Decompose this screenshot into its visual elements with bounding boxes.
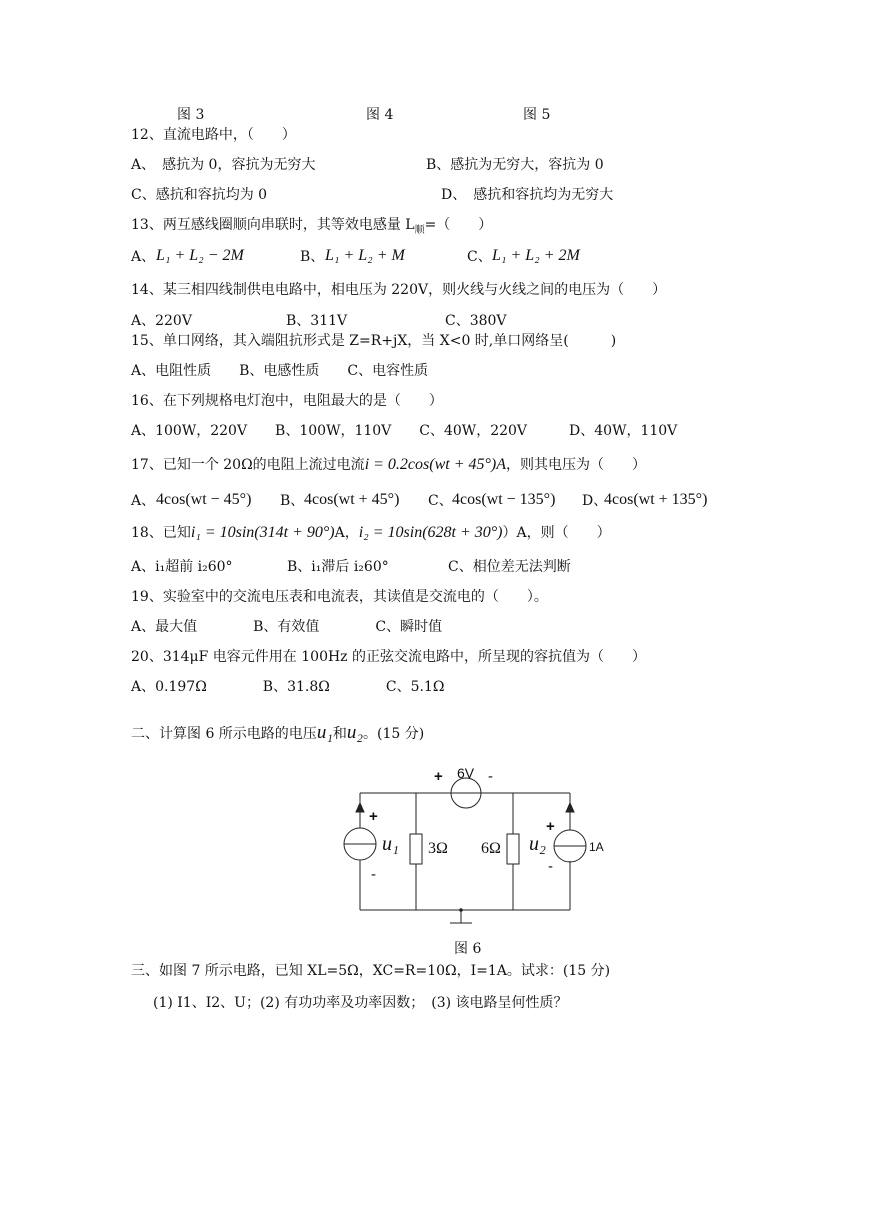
q14-option-c: C、380V [445, 313, 507, 329]
q19-options: A、最大值 B、有效值 C、瞬时值 [131, 619, 443, 635]
question-12: 12、直流电路中，（ ） [131, 127, 296, 143]
q18-i2-expr: i₂ = 10sin(628t + 30°) [358, 524, 503, 541]
question-13 [131, 216, 492, 240]
resistor-6-ohm [507, 834, 519, 864]
question-19: 19、实验室中的交流电压表和电流表，其读值是交流电的（ ）。 [131, 589, 548, 605]
q12-option-d: D、 感抗和容抗均为无穷大 [441, 187, 614, 203]
figure-6-caption: 图 6 [454, 941, 482, 957]
question-17 [131, 456, 646, 474]
q16-options: A、100W，220V B、100W，110V C、40W，220V D、40W，110V [131, 423, 678, 439]
vs-plus-label: + [434, 768, 443, 785]
ground-node [460, 909, 463, 912]
part-2-heading [131, 722, 424, 745]
vs-minus-label: - [488, 768, 493, 785]
question-18 [131, 524, 611, 542]
q18-stem-end: ）A，则（ ） [502, 525, 611, 541]
part2-text-start: 二、计算图 6 所示电路的电压 [131, 726, 317, 742]
q17-option-c-prefix: C、 [428, 493, 453, 509]
q13-stem: 13、两互感线圈顺向串联时，其等效电感量 L [131, 217, 415, 233]
q13-option-a-expr: L₁ + L₂ − 2M [156, 247, 244, 264]
q17-stem-start: 17、已知一个 20Ω的电阻上流过电流 [131, 457, 365, 473]
part-3-heading: 三、如图 7 所示电路，已知 XL=5Ω，XC=R=10Ω，I=1A。试求：(15 分) [131, 963, 611, 979]
question-15: 15、单口网络，其入端阻抗形式是 Z=R+jX，当 X<0 时,单口网络呈( ) [131, 333, 617, 349]
q13-option-b-prefix: B、 [300, 249, 325, 265]
part2-u1: u₁ [316, 722, 333, 743]
q17-option-a-prefix: A、 [131, 493, 156, 509]
q17-option-a-expr: 4cos(wt − 45°) [156, 491, 252, 508]
q14-option-a: A、220V [131, 313, 192, 329]
q13-option-b-expr: L₁ + L₂ + M [325, 247, 405, 264]
question-20: 20、314μF 电容元件用在 100Hz 的正弦交流电路中，所呈现的容抗值为（ ） [131, 649, 647, 665]
left-plus-label: + [369, 808, 378, 825]
q13-option-a-prefix: A、 [131, 249, 156, 265]
q18-option-c: C、相位差无法判断 [448, 559, 571, 575]
figure-label-5: 图 5 [523, 107, 551, 123]
q20-options: A、0.197Ω B、31.8Ω C、5.1Ω [131, 679, 445, 695]
q17-option-c-expr: 4cos(wt − 135°) [452, 491, 556, 508]
q12-option-b: B、感抗为无穷大，容抗为 0 [426, 157, 604, 173]
arrow-up-left-icon [356, 803, 364, 812]
q18-stem-start: 18、已知 [131, 525, 191, 541]
right-plus-label: + [546, 818, 555, 835]
u2-label: u₂ [529, 833, 546, 855]
part2-u2: u₂ [346, 722, 364, 743]
q18-option-b: B、i₁滞后 i₂60° [287, 559, 389, 575]
current-source-label: 1A [589, 840, 604, 854]
q13-stem-end: =（ ） [424, 217, 493, 233]
circuit-diagram-figure-6 [320, 760, 620, 940]
question-16: 16、在下列规格电灯泡中，电阻最大的是（ ） [131, 393, 443, 409]
q18-mid: A， [334, 525, 359, 541]
part-3-subquestions: (1) I1、I2、U；(2) 有功功率及功率因数； (3) 该电路呈何性质？ [153, 995, 568, 1011]
q13-stem-sub: 顺 [414, 224, 425, 236]
q17-stem-end: ，则其电压为（ ） [506, 457, 646, 473]
r2-label: 6Ω [481, 840, 501, 857]
q18-option-a: A、i₁超前 i₂60° [131, 559, 233, 575]
q17-option-d-prefix: D、 [582, 493, 608, 509]
q17-stem-expr: i = 0.2cos(wt + 45°)A [364, 456, 506, 473]
figure-label-4: 图 4 [366, 107, 394, 123]
vs-value-label: 6V [457, 765, 475, 781]
part2-text-end: 。(15 分) [363, 726, 425, 742]
q12-option-c: C、感抗和容抗均为 0 [131, 187, 268, 203]
figure-label-3: 图 3 [177, 107, 205, 123]
right-minus-label: - [548, 858, 553, 875]
question-14: 14、某三相四线制供电电路中，相电压为 220V，则火线与火线之间的电压为（ ） [131, 282, 667, 298]
q13-option-c-expr: L₁ + L₂ + 2M [492, 247, 580, 264]
left-minus-label: - [371, 866, 376, 883]
q13-option-c-prefix: C、 [467, 249, 492, 265]
q12-option-a: A、 感抗为 0，容抗为无穷大 [131, 157, 316, 173]
q17-option-b-prefix: B、 [280, 493, 305, 509]
arrow-up-right-icon [566, 803, 574, 812]
r1-label: 3Ω [428, 840, 448, 857]
q18-i1-expr: i₁ = 10sin(314t + 90°) [190, 524, 335, 541]
u1-label: u₁ [382, 833, 399, 855]
q17-option-d-expr: 4cos(wt + 135°) [604, 491, 708, 508]
resistor-3-ohm [410, 834, 422, 864]
part2-and: 和 [332, 726, 347, 742]
q15-options: A、电阻性质 B、电感性质 C、电容性质 [131, 363, 429, 379]
q17-option-b-expr: 4cos(wt + 45°) [304, 491, 400, 508]
q14-option-b: B、311V [286, 313, 348, 329]
